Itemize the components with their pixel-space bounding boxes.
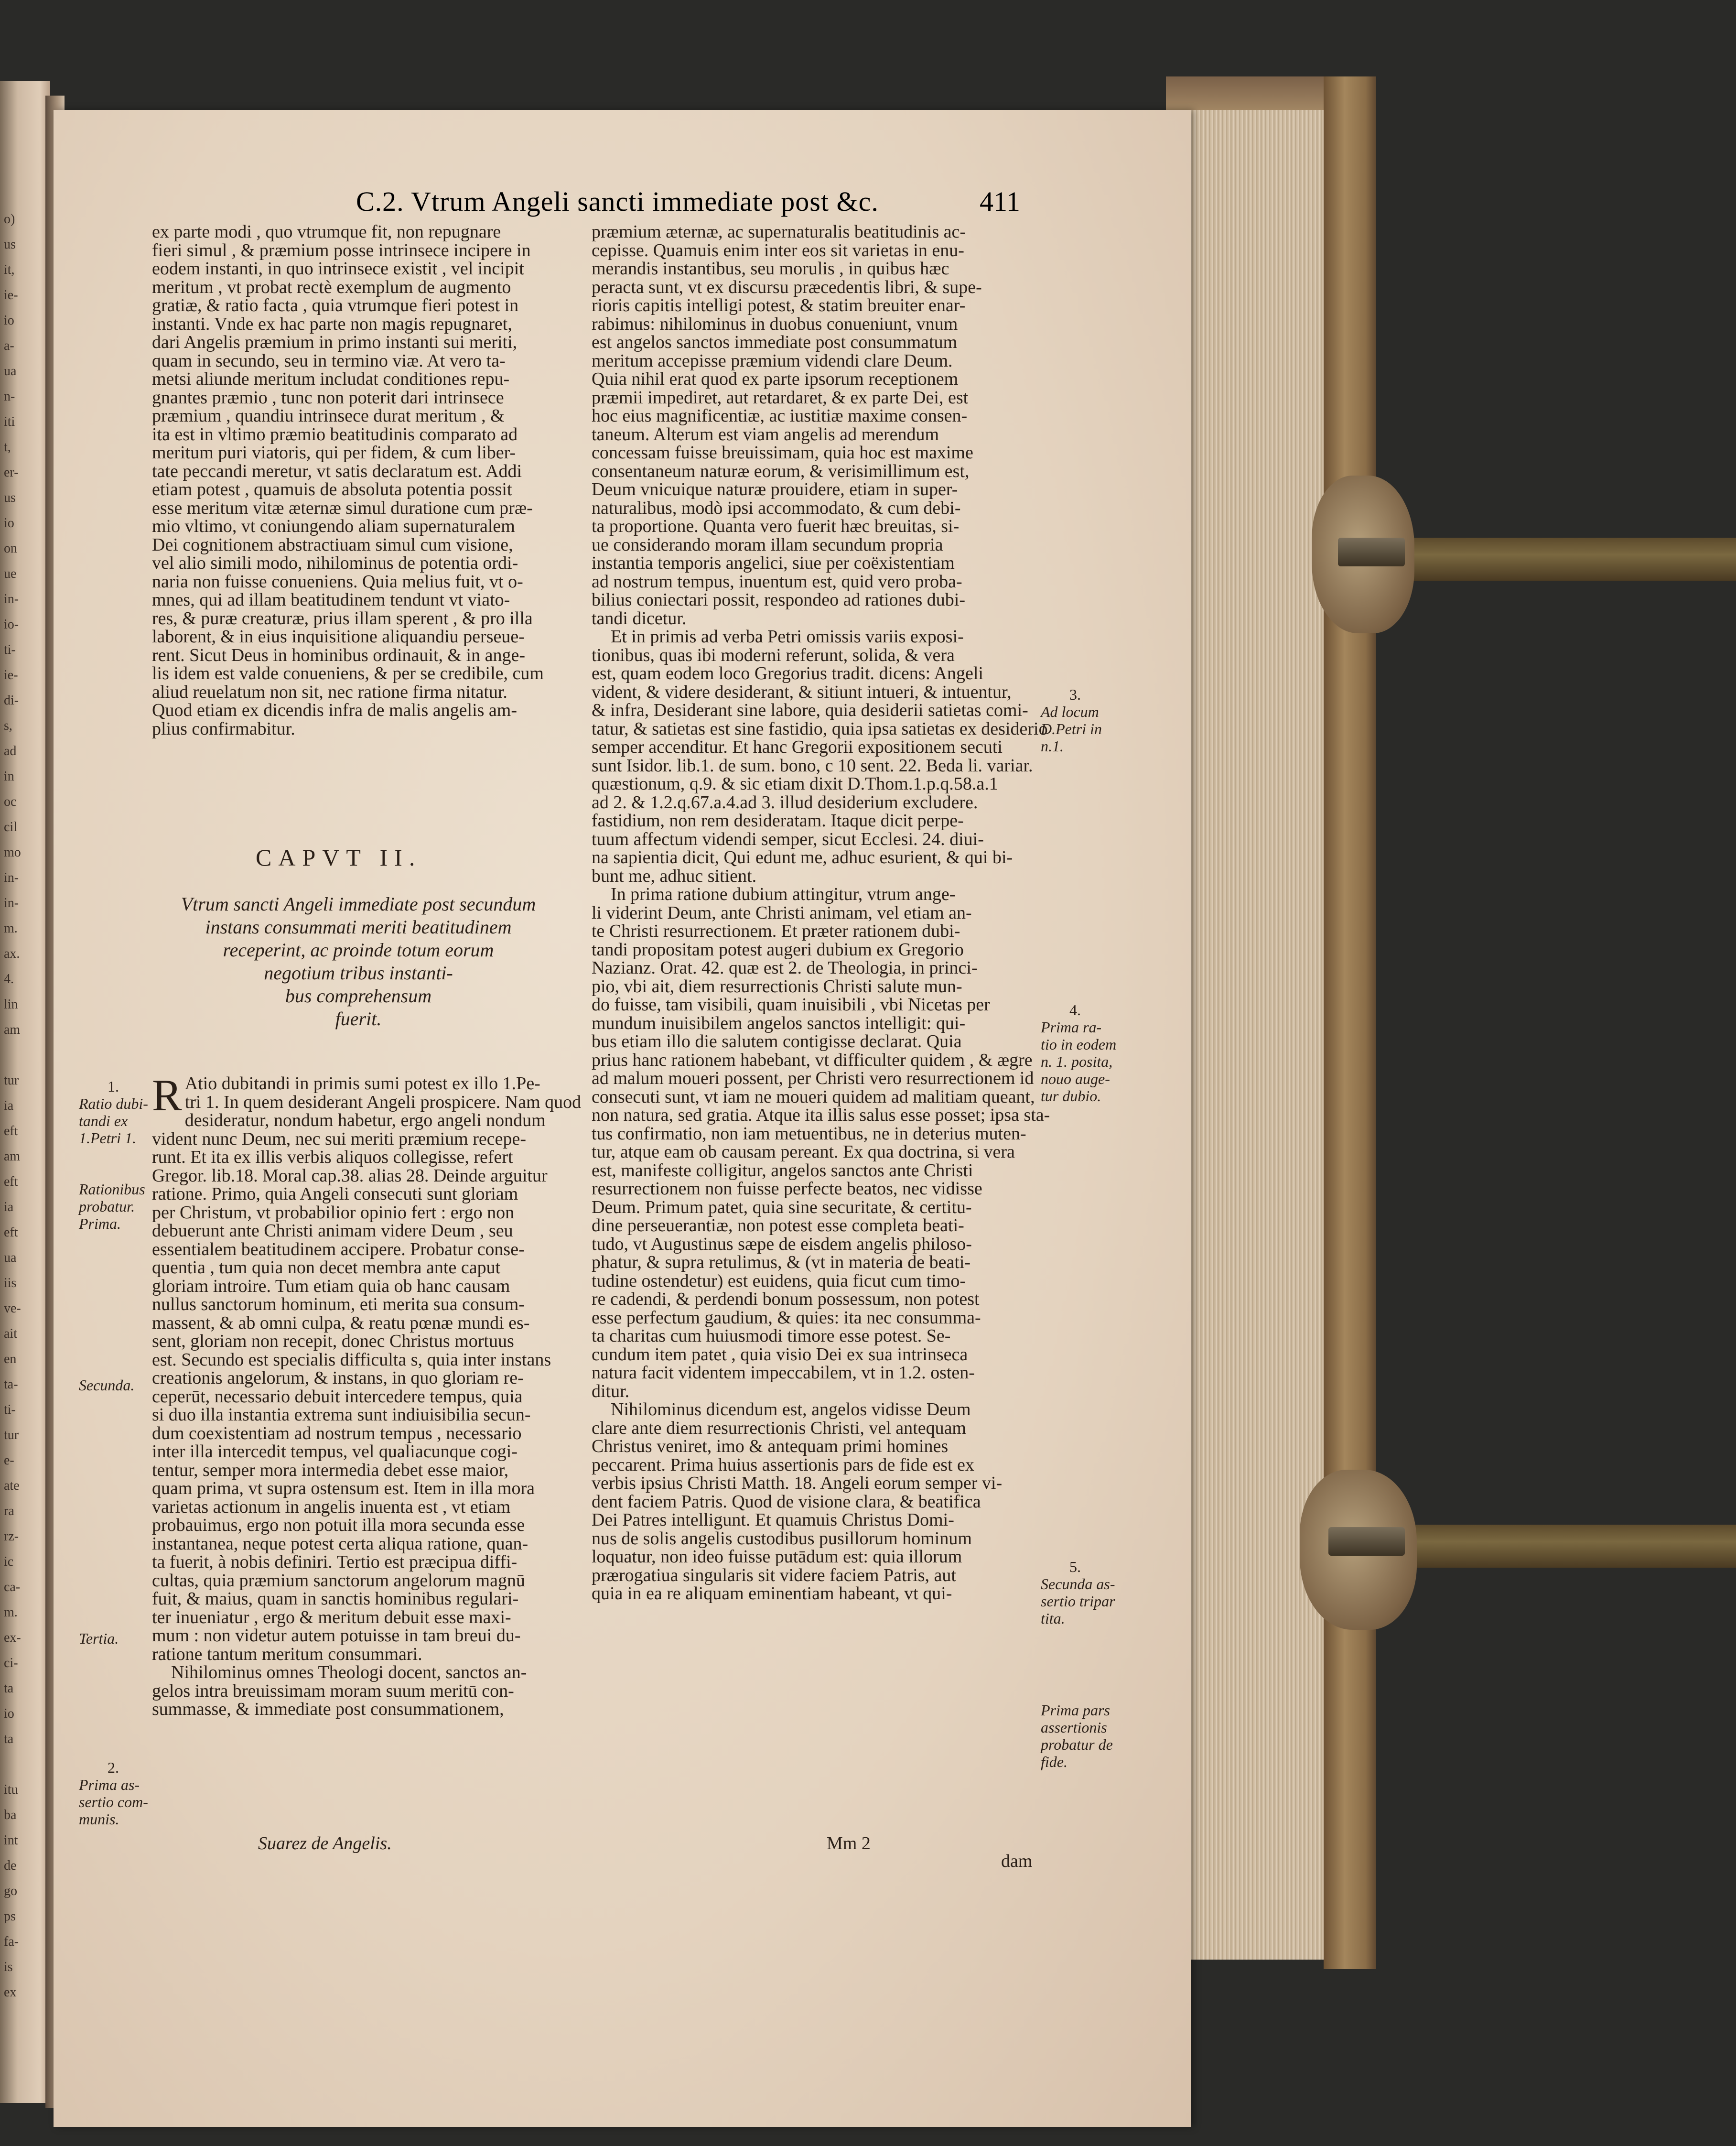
- marginal-line: D.Petri in: [1041, 720, 1102, 737]
- text-line: præmii impediret, aut retardaret, & ex parte Dei, est: [592, 387, 969, 408]
- text-line: naturalibus, modò ipsi accommodato, & cum debi-: [592, 498, 961, 518]
- text-line: tudo, vt Augustinus sæpe de eisdem angelis philoso-: [592, 1234, 972, 1254]
- page-fragment-text: rz-: [4, 1529, 19, 1544]
- page-fragment-text: er-: [4, 465, 19, 480]
- page-fragment-text: io: [4, 516, 14, 531]
- page-fragment-text: s,: [4, 718, 12, 733]
- marginal-note: [79, 1759, 148, 1828]
- text-line: dari Angelis præmium in primo instanti sui meriti,: [152, 332, 518, 352]
- text-line: etiam potest , quamuis de absoluta potentia possit: [152, 479, 512, 499]
- text-line: meritum puri viatoris, qui per fidem, & cum liber-: [152, 443, 516, 463]
- text-line: fuit, & maius, quam in sanctis hominibus regulari-: [152, 1589, 519, 1609]
- text-line: res, & puræ creaturæ, prius illam sperent , & pro illa: [152, 608, 533, 629]
- page-fragment-text: iis: [4, 1276, 17, 1290]
- page-fragment-text: en: [4, 1352, 17, 1366]
- page-fragment-text: oc: [4, 794, 17, 809]
- page-fragment-text: di-: [4, 693, 19, 708]
- text-line: præmium , quandiu intrinsece durat meritum , &: [152, 406, 505, 426]
- text-line: quam in secundo, seu in termino viæ. At vero ta-: [152, 350, 506, 371]
- text-line: ratione. Primo, quia Angeli consecuti sunt gloriam: [152, 1184, 518, 1204]
- text-line: fieri simul , & præmium posse intrinsece incipere in: [152, 240, 531, 260]
- text-line: peracta sunt, vt ex discursu præcedentis libri, & supe-: [592, 277, 982, 297]
- marginal-note: [79, 1078, 148, 1147]
- text-line: gnantes præmio , tunc non poterit dari intrinsece: [152, 387, 504, 408]
- page-fragment-text: lin: [4, 997, 18, 1012]
- text-line: Dei Patres intelligunt. Et quamuis Christus Domi-: [592, 1510, 954, 1530]
- marginal-number: 1.: [108, 1078, 119, 1095]
- text-line: dine perseuerantiæ, non potest esse completa beati-: [592, 1215, 964, 1236]
- page-fragment-text: n-: [4, 389, 15, 404]
- text-line: cultas, quia præmium sanctorum angelorum magnū: [152, 1570, 525, 1591]
- text-line: summasse, & immediate post consummationem,: [152, 1699, 504, 1719]
- text-line: runt. Et ita ex illis verbis aliquos collegisse, refert: [152, 1147, 513, 1167]
- text-line: Nazianz. Orat. 42. quæ est 2. de Theologia, in princi-: [592, 958, 978, 978]
- text-line: esse meritum vitæ æternæ simul duratione cum præ-: [152, 498, 533, 518]
- text-line: bunt me, adhuc sitient.: [592, 866, 757, 886]
- chapter-title-line: instans consummati meriti beatitudinem: [205, 916, 512, 938]
- page-fragment-text: ua: [4, 1250, 17, 1265]
- page-fragment-text: eft: [4, 1174, 18, 1189]
- text-line: meritum , vt probat rectè exemplum de augmento: [152, 277, 511, 297]
- marginal-line: Prima pars: [1041, 1702, 1110, 1719]
- text-line: Deum. Primum patet, quia sine securitate, & certitu-: [592, 1197, 972, 1217]
- text-line: fastidium, non rem desideratam. Itaque dicit perpe-: [592, 811, 964, 831]
- text-line: quentia , tum quia non decet membra ante caput: [152, 1257, 501, 1278]
- page-fragment-text: itu: [4, 1782, 18, 1797]
- text-line: tatur, & satietas est sine fastidio, quia ipsa satietas ex desiderio: [592, 718, 1048, 739]
- marginal-line: Secunda.: [79, 1376, 135, 1394]
- page-fragment-text: ca-: [4, 1580, 21, 1594]
- page-fragment-text: 4.: [4, 972, 14, 986]
- marginal-note: [1041, 1702, 1113, 1770]
- page-fragment-text: io: [4, 313, 14, 328]
- marginal-line: Prima.: [79, 1215, 121, 1232]
- text-line: vel alio simili modo, nihilominus de potentia ordi-: [152, 553, 518, 573]
- page-fragment-text: is: [4, 1960, 13, 1974]
- text-line: te Christi resurrectionem. Et præter rationem dubi-: [592, 921, 960, 941]
- text-line: In prima ratione dubium attingitur, vtrum ange-: [611, 884, 956, 904]
- page-fragment-text: ie-: [4, 668, 18, 683]
- page-fragment-text: ex-: [4, 1630, 21, 1645]
- chapter-title-line: receperint, ac proinde totum eorum: [223, 939, 494, 961]
- text-line: peccarent. Prima huius assertionis pars de fide est ex: [592, 1454, 974, 1475]
- text-line: re cadendi, & perdendi bonum possessum, non potest: [592, 1289, 980, 1309]
- marginal-line: Secunda as-: [1041, 1575, 1115, 1593]
- text-line: essentialem beatitudinem accipere. Probatur conse-: [152, 1239, 525, 1259]
- marginal-number: 3.: [1069, 686, 1081, 703]
- page-fragment-text: ia: [4, 1200, 14, 1214]
- text-line: consentaneum naturæ eorum, & verisimillimum est,: [592, 461, 970, 481]
- text-line: rent. Sicut Deus in hominibus ordinauit, & in ange-: [152, 645, 526, 665]
- text-line: nus de solis angelis custodibus pusillorum hominum: [592, 1528, 972, 1549]
- page-fragment-text: ue: [4, 566, 17, 581]
- text-line: tionibus, quas ibi moderni referunt, solida, & vera: [592, 645, 955, 665]
- text-line: ex parte modi , quo vtrumque fit, non repugnare: [152, 222, 501, 242]
- text-line: gloriam introire. Tum etiam quia ob hanc causam: [152, 1276, 510, 1296]
- text-line: ta fuerit, à nobis definiri. Tertio est præcipua diffi-: [152, 1552, 518, 1572]
- text-line: merandis instantibus, seu morulis , in quibus hæc: [592, 259, 949, 279]
- clasp-strap-lower: [1367, 1525, 1736, 1568]
- text-line: Quod etiam ex dicendis infra de malis angelis am-: [152, 700, 517, 720]
- text-line: tandi propositam potest augeri dubium ex Gregorio: [592, 939, 964, 960]
- text-line: quæstionum, q.9. & sic etiam dixit D.Thom.1.p.q.58.a.1: [592, 774, 998, 794]
- text-line: prius hanc rationem habebant, vt difficulter quidem , & ægre: [592, 1050, 1033, 1070]
- text-line: ad nostrum tempus, inuentum est, quid vero proba-: [592, 571, 962, 592]
- marginal-note: [1041, 1558, 1115, 1627]
- text-line: meritum accepisse præmium videndi clare Deum.: [592, 350, 953, 371]
- text-line: dum coexistentiam ad nostrum tempus , necessario: [152, 1423, 522, 1443]
- text-line: bus etiam illo die salutem contigisse declarat. Quia: [592, 1031, 962, 1051]
- text-line: ta proportione. Quanta vero fuerit hæc breuitas, si-: [592, 516, 960, 536]
- page-fragment-text: cil: [4, 820, 17, 835]
- text-line: gelos intra breuissimam moram suum meritū con-: [152, 1680, 514, 1701]
- marginal-line: probatur.: [79, 1198, 135, 1215]
- text-line: tandi dicetur.: [592, 608, 687, 629]
- page-fragment-text: am: [4, 1149, 21, 1164]
- page-fragment-text: ic: [4, 1554, 14, 1569]
- page-fragment-text: ps: [4, 1909, 16, 1924]
- running-title: C.2. Vtrum Angeli sancti immediate post &c.: [356, 186, 879, 217]
- page-fragment-text: us: [4, 237, 16, 252]
- text-line: mnes, qui ad illam beatitudinem tendunt vt viato-: [152, 590, 510, 610]
- text-line: bilius coniectari possit, respondeo ad rationes dubi-: [592, 590, 965, 610]
- marginal-number: 5.: [1069, 1558, 1081, 1575]
- text-line: vident, & videre desiderant, & sitiunt intueri, & intuentur,: [592, 682, 1012, 702]
- text-line: desideratur, nondum habetur, ergo angeli nondum: [184, 1110, 546, 1130]
- page-fragment-text: am: [4, 1022, 21, 1037]
- marginal-line: Prima ra-: [1041, 1019, 1102, 1036]
- marginal-note: [79, 1630, 119, 1647]
- page-fragment-text: ax.: [4, 946, 20, 961]
- page-fragment-text: ait: [4, 1326, 17, 1341]
- text-line: Dei cognitionem abstractiuam simul cum visione,: [152, 534, 513, 555]
- marginal-note: [79, 1181, 145, 1232]
- column-left-body: [152, 1071, 582, 1719]
- text-line: eodem instanti, in quo intrinsece existit , vel incipit: [152, 259, 524, 279]
- text-line: pio, vbi ait, diem resurrectionis Christi salute mun-: [592, 976, 962, 997]
- text-line: Quia nihil erat quod ex parte ipsorum receptionem: [592, 369, 959, 389]
- text-line: tentur, semper mora intermedia debet esse maior,: [152, 1460, 509, 1480]
- page-fragment-text: io-: [4, 617, 19, 632]
- marginal-number: 4.: [1069, 1001, 1081, 1019]
- text-line: li viderint Deum, ante Christi animam, vel etiam an-: [592, 902, 972, 923]
- text-line: plius confirmabitur.: [152, 718, 295, 739]
- text-line: tate peccandi meretur, vt satis declaratum est. Addi: [152, 461, 522, 481]
- text-line: Atio dubitandi in primis sumi potest ex illo 1.Pe-: [184, 1073, 540, 1094]
- page-fragment-text: a-: [4, 338, 14, 353]
- marginal-line: Ad locum: [1041, 703, 1099, 720]
- text-line: vident nunc Deum, nec sui meriti præmium recepe-: [152, 1128, 526, 1149]
- back-cover: [1324, 76, 1376, 1969]
- text-line: concessam fuisse breuissimam, quia hoc est maxime: [592, 443, 973, 463]
- page-edges: [1185, 110, 1328, 1960]
- page-fragment-text: ia: [4, 1098, 14, 1113]
- catchword: dam: [1001, 1851, 1033, 1871]
- text-line: rioris capitis intelligi potest, & statim breuiter enar-: [592, 295, 966, 315]
- text-line: Christus veniret, imo & antequam primi homines: [592, 1436, 949, 1456]
- text-line: rabimus: nihilominus in duobus conueniunt, vnum: [592, 314, 958, 334]
- text-line: ita est in vltimo præmio beatitudinis comparato ad: [152, 424, 518, 444]
- marginal-note: [1041, 686, 1102, 755]
- page-fragment-text: in: [4, 769, 14, 784]
- text-line: ue considerando moram illam secundum propria: [592, 534, 943, 555]
- text-line: sent, gloriam non recepit, donec Christus mortuus: [152, 1331, 514, 1351]
- page-fragment-text: it,: [4, 262, 15, 277]
- text-line: ad malum moueri possent, per Christi vero resurrectionem id: [592, 1068, 1034, 1088]
- text-line: mundum inuisibilem angelos sanctos intelligit: qui-: [592, 1013, 966, 1033]
- text-line: naria non fuisse conueniens. Quia melius fuit, vt o-: [152, 571, 523, 592]
- page-fragment-text: iti: [4, 414, 15, 429]
- text-line: semper accenditur. Et hanc Gregorii expositionem secuti: [592, 737, 1003, 757]
- text-line: creationis angelorum, & instans, in quo gloriam re-: [152, 1368, 524, 1388]
- page-fragment-text: mo: [4, 845, 21, 860]
- page-fragment-text: tur: [4, 1073, 19, 1088]
- marginal-line: n. 1. posita,: [1041, 1053, 1113, 1070]
- page-fragment-text: ra: [4, 1504, 14, 1518]
- text-line: do fuisse, tam visibili, quam inuisibili , vbi Nicetas per: [592, 995, 990, 1015]
- page-fragment-text: o): [4, 212, 15, 227]
- clasp-bolt-lower: [1328, 1527, 1405, 1556]
- text-line: instantanea, neque potest certa aliqua ratione, quan-: [152, 1533, 528, 1554]
- text-line: clare ante diem resurrectionis Christi, vel antequam: [592, 1418, 966, 1438]
- text-line: instanti. Vnde ex hac parte non magis repugnaret,: [152, 314, 512, 334]
- text-line: hoc eius magnificentiæ, ac iustitiæ maxime consen-: [592, 406, 968, 426]
- text-line: tuum affectum videndi semper, sicut Ecclesi. 24. diui-: [592, 829, 984, 849]
- page-fragment-text: ta: [4, 1681, 14, 1696]
- marginal-line: 1.Petri 1.: [79, 1129, 136, 1147]
- text-line: tudine ostendetur) est euidens, quia ficut cum timo-: [592, 1270, 966, 1291]
- marginal-line: assertionis: [1041, 1719, 1107, 1736]
- marginal-line: sertio tripar: [1041, 1593, 1115, 1610]
- text-line: & infra, Desiderant sine labore, quia desiderii satietas comi-: [592, 700, 1028, 720]
- page-fragment-text: t,: [4, 440, 11, 455]
- text-line: est. Secundo est specialis difficulta s, quia inter instans: [152, 1349, 551, 1370]
- page-fragment-text: ad: [4, 744, 17, 759]
- clasp-bolt-upper: [1338, 538, 1405, 566]
- page-fragment-text: io: [4, 1706, 14, 1721]
- text-line: si duo illa instantia extrema sunt indiuisibilia secun-: [152, 1405, 531, 1425]
- chapter-title-line: bus comprehensum: [285, 985, 432, 1007]
- page-fragment-text: m.: [4, 921, 18, 936]
- marginal-line: tita.: [1041, 1610, 1065, 1627]
- chapter-heading: CAPVT II.: [256, 844, 422, 871]
- page-fragment-text: ate: [4, 1478, 20, 1493]
- text-line: tri 1. In quem desiderant Angeli prospicere. Nam quod: [184, 1092, 582, 1112]
- marginal-line: Ratio dubi-: [79, 1095, 148, 1112]
- previous-page-edge: [0, 81, 50, 2103]
- text-line: laborent, & in eius inquisitione aliquandiu perseue-: [152, 627, 525, 647]
- text-line: aliud reuelatum non sit, nec ratione firma nitatur.: [152, 682, 507, 702]
- text-line: cundum item patet , quia visio Dei ex sua intrinseca: [592, 1344, 968, 1365]
- text-line: natura facit videntem impeccabilem, vt in 1.2. osten-: [592, 1363, 975, 1383]
- page-fragment-text: e-: [4, 1453, 14, 1468]
- marginal-line: fide.: [1041, 1753, 1067, 1770]
- marginal-line: tandi ex: [79, 1112, 128, 1129]
- page-fragment-text: in-: [4, 592, 19, 607]
- page-fragment-text: ex: [4, 1985, 17, 2000]
- page-fragment-text: eft: [4, 1124, 18, 1138]
- text-line: Nihilominus omnes Theologi docent, sanctos an-: [171, 1662, 527, 1682]
- text-line: est angelos sanctos immediate post consummatum: [592, 332, 958, 352]
- page-fragment-text: ci-: [4, 1656, 18, 1670]
- text-line: probauimus, ergo non potuit illa mora secunda esse: [152, 1515, 525, 1535]
- page-fragment-text: ti-: [4, 642, 16, 657]
- page-fragment-text: int: [4, 1833, 18, 1848]
- page-fragment-text: ua: [4, 364, 17, 379]
- text-line: loquatur, non ideo fuisse putādum est: quia illorum: [592, 1547, 962, 1567]
- text-line: dent faciem Patris. Quod de visione clara, & beatifica: [592, 1491, 981, 1512]
- text-line: instantia temporis angelici, siue per coëxistentiam: [592, 553, 955, 573]
- page-fragment-text: on: [4, 541, 17, 556]
- marginal-line: probatur de: [1041, 1736, 1113, 1753]
- text-line: Nihilominus dicendum est, angelos vidisse Deum: [611, 1399, 971, 1420]
- text-line: cepisse. Quamuis enim inter eos sit varietas in enu-: [592, 240, 964, 260]
- text-line: quia in ea re aliquam eminentiam habeant, vt qui-: [592, 1583, 952, 1604]
- page-fragment-text: ta-: [4, 1377, 18, 1392]
- page-fragment-text: eft: [4, 1225, 18, 1240]
- marginal-line: Tertia.: [79, 1630, 119, 1647]
- page-fragment-text: ve-: [4, 1301, 21, 1316]
- chapter-title-line: Vtrum sancti Angeli immediate post secundum: [181, 893, 536, 915]
- marginal-number: 2.: [108, 1759, 119, 1776]
- page-fragment-text: us: [4, 490, 16, 505]
- chapter-title: [148, 893, 569, 1030]
- text-line: lis idem est valde conueniens, & per se credibile, cum: [152, 663, 544, 683]
- marginal-line: sertio com-: [79, 1793, 148, 1810]
- text-line: esse perfectum gaudium, & quies: ita nec consumma-: [592, 1307, 981, 1328]
- text-line: tus confirmatio, non iam metuentibus, ne in deterius muten-: [592, 1123, 1026, 1144]
- text-line: Et in primis ad verba Petri omissis variis exposi-: [611, 627, 964, 647]
- text-line: ceperūt, necessario debuit intercedere tempus, quia: [152, 1386, 523, 1407]
- marginal-line: munis.: [79, 1810, 119, 1828]
- text-line: consecuti sunt, vt iam ne moueri quidem ad malitiam queant,: [592, 1086, 1035, 1107]
- text-line: est, manifeste colligitur, angelos sanctos ante Christi: [592, 1160, 973, 1181]
- text-line: phatur, & supra retulimus, & (vt in materia de beati-: [592, 1252, 971, 1272]
- text-line: gratiæ, & ratio facta , quia vtrumque fieri potest in: [152, 295, 519, 315]
- marginal-line: Rationibus: [79, 1181, 145, 1198]
- column-right: [592, 222, 1050, 1604]
- text-line: Deum vnicuique naturæ prouidere, etiam in super-: [592, 479, 958, 499]
- text-line: prærogatiua singularis sit videre faciem Patris, aut: [592, 1565, 956, 1585]
- page-fragment-text: m.: [4, 1605, 18, 1620]
- text-line: nullus sanctorum hominum, eti merita sua consum-: [152, 1294, 525, 1314]
- page-fragment-text: go: [4, 1884, 17, 1898]
- text-line: præmium æternæ, ac supernaturalis beatitudinis ac-: [592, 222, 966, 242]
- text-line: inter illa intercedit tempus, vel qualiacunque cogi-: [152, 1442, 518, 1462]
- drop-cap: R: [152, 1071, 182, 1120]
- text-line: Gregor. lib.18. Moral cap.38. alias 28. Deinde arguitur: [152, 1165, 548, 1186]
- marginal-line: Prima as-: [79, 1776, 140, 1793]
- page-fragment-text: de: [4, 1858, 17, 1873]
- text-line: verbis ipsius Christi Matth. 18. Angeli eorum semper vi-: [592, 1473, 1003, 1493]
- page-number: 411: [980, 186, 1020, 217]
- page-fragment-text: fa-: [4, 1934, 19, 1949]
- text-line: debuerunt ante Christi animam videre Deum , seu: [152, 1221, 513, 1241]
- page-fragment-text: tur: [4, 1428, 19, 1442]
- page-fragment-text: in-: [4, 870, 19, 885]
- page-fragment-text: in-: [4, 896, 19, 910]
- text-line: varietas actionum in angelis inuenta est , vt etiam: [152, 1496, 511, 1517]
- text-line: mum : non videtur autem potuisse in tam breui du-: [152, 1626, 521, 1646]
- text-line: na sapientia dicit, Qui edunt me, adhuc esurient, & qui bi-: [592, 847, 1013, 867]
- marginal-note: [1041, 1001, 1116, 1105]
- marginal-line: n.1.: [1041, 737, 1064, 755]
- page-fragment-text: ti-: [4, 1402, 16, 1417]
- text-line: per Christum, vt probabilior opinio fert : ergo non: [152, 1202, 515, 1223]
- text-line: massent, & ab omni culpa, & reatu pœnæ mundi es-: [152, 1312, 530, 1333]
- clasp-strap-upper: [1367, 538, 1736, 581]
- text-line: mio vltimo, vt coniungendo aliam supernaturalem: [152, 516, 515, 536]
- text-line: ratione tantum meritum consummari.: [152, 1644, 422, 1664]
- running-signature: Suarez de Angelis.: [258, 1833, 392, 1853]
- text-line: taneum. Alterum est viam angelis ad merendum: [592, 424, 939, 444]
- marginal-line: nouo auge-: [1041, 1070, 1110, 1087]
- marginal-note: [79, 1376, 134, 1394]
- page-fragment-text: ie-: [4, 288, 18, 303]
- chapter-title-line: negotium tribus instanti-: [264, 962, 453, 984]
- marginal-line: tur dubio.: [1041, 1087, 1101, 1105]
- text-line: ta charitas cum huiusmodi timore esse potest. Se-: [592, 1326, 951, 1346]
- text-line: metsi aliunde meritum includat conditiones repu-: [152, 369, 510, 389]
- marginal-line: tio in eodem: [1041, 1036, 1117, 1053]
- page-fragment-text: ta: [4, 1732, 14, 1746]
- text-line: resurrectionem non fuisse perfecte beatos, nec vidisse: [592, 1179, 982, 1199]
- text-line: est, quam eodem loco Gregorius tradit. dicens: Angeli: [592, 663, 983, 683]
- page-fragment-text: ba: [4, 1808, 17, 1822]
- chapter-title-line: fuerit.: [335, 1008, 382, 1030]
- text-line: ditur.: [592, 1381, 630, 1401]
- text-line: ter inueniatur , ergo & meritum debuit esse maxi-: [152, 1607, 511, 1627]
- signature-mark: Mm 2: [827, 1833, 871, 1853]
- text-line: quam prima, vt supra ostensum est. Item in illa mora: [152, 1478, 535, 1498]
- column-left-top: [152, 223, 582, 738]
- text-line: non natura, sed gratia. Atque ita illis salus esse posset; ipsa sta-: [592, 1105, 1050, 1125]
- text-line: sunt Isidor. lib.1. de sum. bono, c 10 sent. 22. Beda li. variar.: [592, 755, 1033, 776]
- text-line: tur, atque eam ob causam pereant. Ex qua doctrina, si vera: [592, 1142, 1015, 1162]
- text-line: ad 2. & 1.2.q.67.a.4.ad 3. illud desiderium excludere.: [592, 792, 978, 813]
